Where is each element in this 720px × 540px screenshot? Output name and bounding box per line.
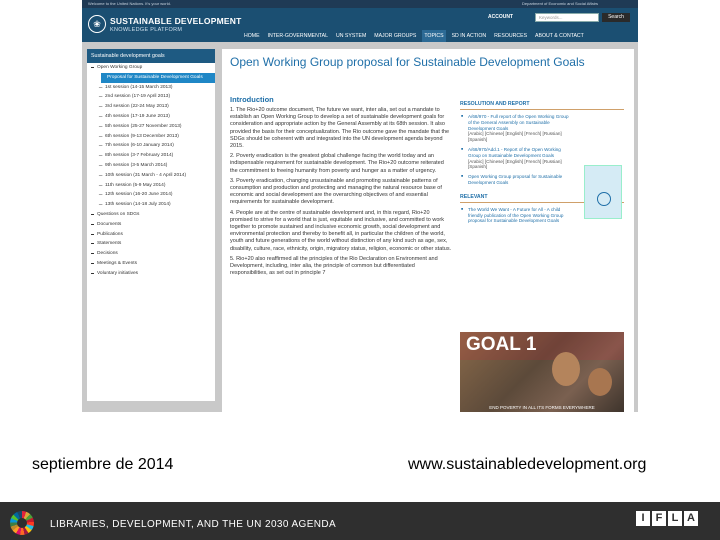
panel-link-text: A/68/970 - Full report of the Open Working Group of the General Assembly on Sustainable Development Goals xyxy=(468,114,569,131)
page-title: Open Working Group proposal for Sustainable Development Goals xyxy=(230,55,585,69)
child-face-2 xyxy=(588,368,612,396)
un-emblem-icon: ❀ xyxy=(88,15,106,33)
sidebar-item[interactable]: _ 12th session (16-20 June 2014) xyxy=(87,190,215,200)
sidebar-item[interactable]: Meetings & Events xyxy=(87,259,215,269)
footer-bar xyxy=(0,502,720,540)
sidebar-item[interactable]: Voluntary initiatives xyxy=(87,269,215,279)
site-logo[interactable] xyxy=(88,15,241,33)
language-links[interactable]: [Arabic] [Chinese] [English] [French] [Russian] [Spanish] xyxy=(468,158,562,170)
sidebar-item[interactable]: Questions on SDGs xyxy=(87,210,215,220)
panel-link[interactable] xyxy=(460,207,572,224)
sidebar-item[interactable]: _ 6th session (9-13 December 2013) xyxy=(87,132,215,142)
logo-subtitle: KNOWLEDGE PLATFORM xyxy=(110,26,183,33)
sidebar-item[interactable]: _ 10th session (31 March - 4 April 2014) xyxy=(87,171,215,181)
panel-link-text: The World We Want - A Future for All - A child friendly publication of the Open Working Group proposal for Sustainable Development Goals xyxy=(468,206,564,224)
nav-item[interactable]: ABOUT & CONTACT xyxy=(535,33,584,39)
sidebar-item[interactable]: Decisions xyxy=(87,249,215,259)
panel-link[interactable] xyxy=(460,174,572,186)
resolution-panel xyxy=(460,101,624,228)
website-screenshot xyxy=(82,0,638,412)
intro-text xyxy=(230,107,452,280)
nav-item[interactable]: TOPICS xyxy=(422,30,445,42)
sidebar-list xyxy=(87,63,215,279)
main-nav xyxy=(242,30,586,42)
nav-item[interactable]: UN SYSTEM xyxy=(336,33,367,39)
intro-paragraph: 1. The Rio+20 outcome document, The future we want, inter alia, set out a mandate to establish an Open Working Group to develop a set of sustainable development goals for consideration and appropriate action by the General Assembly at its 68th session. It also provided the basis for their conceptualization. The Rio outcome gave the mandate that the SDGs should be coherent with and integrated into the UN development agenda beyond 2015. xyxy=(230,107,450,150)
intro-paragraph: 5. Rio+20 also reaffirmed all the principles of the Rio Declaration on Environment and Development, including, inter alia, the principle of common but differentiated responsibilities, as set out in principle 7 xyxy=(230,255,438,277)
sidebar-item[interactable]: _ 13th session (14-18 July 2014) xyxy=(87,200,215,210)
sidebar xyxy=(87,49,215,401)
sdg-wheel-icon xyxy=(10,511,34,535)
nav-item[interactable]: SD IN ACTION xyxy=(451,33,487,39)
ifla-logo xyxy=(636,511,698,526)
panel-link-text: A/68/970/Add.1 - Report of the Open Working Group on Sustainable Development Goals xyxy=(468,146,561,158)
search-button[interactable]: Search xyxy=(602,13,630,22)
child-face-1 xyxy=(552,352,580,386)
panel-link[interactable] xyxy=(460,147,572,170)
top-strip-left: Welcome to the United Nations. It's your world. xyxy=(88,1,171,6)
main-content xyxy=(222,49,634,412)
sidebar-item[interactable]: _ 7th session (6-10 January 2014) xyxy=(87,141,215,151)
sidebar-header[interactable]: Sustainable development goals xyxy=(87,49,215,63)
footer-text: LIBRARIES, DEVELOPMENT, AND THE UN 2030 AGENDA xyxy=(50,519,337,530)
intro-paragraph: 4. People are at the centre of sustainable development and, in this regard, Rio+20 promised to strive for a world that is just, equitable and inclusive, and committed to work together to promote sustained and inclusive economic growth, social development and environmental protection and thereby to benefit all, in particular the children of the world, youth and future generations of the world without distinction of any kind such as age, sex, disability, culture, race, ethnicity, origin, migratory status, religion, economic or other status. xyxy=(230,209,452,252)
nav-item[interactable]: INTER-GOVERNMENTAL xyxy=(267,33,328,39)
site-header xyxy=(82,8,638,42)
panel-link-text: Open Working Group proposal for Sustainable Development Goals xyxy=(468,174,563,185)
goal-caption: END POVERTY IN ALL ITS FORMS EVERYWHERE xyxy=(489,405,595,410)
nav-item[interactable]: RESOURCES xyxy=(494,33,528,39)
sidebar-item[interactable]: _ 3rd session (22-24 May 2013) xyxy=(87,102,215,112)
account-link[interactable]: ACCOUNT xyxy=(488,14,513,20)
resolution-heading: RESOLUTION AND REPORT xyxy=(460,101,624,110)
top-strip-right: Department of Economic and Social Affairs xyxy=(522,1,598,6)
language-links[interactable]: [Arabic] [Chinese] [English] [French] [Russian] [Spanish] xyxy=(468,131,562,143)
sidebar-item[interactable]: _ 9th session (3-5 March 2014) xyxy=(87,161,215,171)
url-caption: www.sustainabledevelopment.org xyxy=(408,456,647,473)
sidebar-item[interactable]: _ 4th session (17-19 June 2013) xyxy=(87,112,215,122)
top-strip xyxy=(82,0,638,8)
goal-1-image[interactable] xyxy=(460,332,624,412)
panel-link[interactable] xyxy=(460,114,572,143)
ifla-letter: A xyxy=(684,511,698,526)
sidebar-item[interactable]: _ 11th session (5-9 May 2014) xyxy=(87,181,215,191)
relevant-heading: RELEVANT xyxy=(460,194,624,203)
sidebar-item[interactable]: _ 1st session (14-15 March 2013) xyxy=(87,83,215,93)
ifla-letter: I xyxy=(636,511,650,526)
sidebar-item[interactable]: _ 5th session (25-27 November 2013) xyxy=(87,122,215,132)
sidebar-item[interactable]: _ 2nd session (17-19 April 2013) xyxy=(87,92,215,102)
search-input[interactable]: Keywords... xyxy=(535,13,599,22)
sidebar-item[interactable]: Open Working Group xyxy=(87,63,215,73)
report-cover-image[interactable] xyxy=(584,165,622,219)
date-caption: septiembre de 2014 xyxy=(32,456,174,473)
sidebar-item[interactable]: Documents xyxy=(87,220,215,230)
sidebar-item[interactable]: _ 8th session (3-7 February 2014) xyxy=(87,151,215,161)
ifla-letter: F xyxy=(652,511,666,526)
sidebar-item[interactable]: Statements xyxy=(87,239,215,249)
intro-heading: Introduction xyxy=(230,95,274,104)
sidebar-item[interactable]: Proposal for Sustainable Development Goals xyxy=(101,73,215,83)
ifla-letter: L xyxy=(668,511,682,526)
nav-item[interactable]: MAJOR GROUPS xyxy=(374,33,417,39)
sidebar-item[interactable]: Publications xyxy=(87,230,215,240)
intro-paragraph: 2. Poverty eradication is the greatest global challenge facing the world today and an indispensable requirement for sustainable development. The Rio+20 outcome reiterated the commitment to freeing humanity from poverty and hunger as a matter of urgency. xyxy=(230,153,444,174)
intro-paragraph: 3. Poverty eradication, changing unsustainable and promoting sustainable patterns of consumption and production and protecting and managing the natural resource base of economic and social development are the overarching objectives of and essential requirements for sustainable development. xyxy=(230,177,442,206)
goal-title: GOAL 1 xyxy=(466,334,537,355)
nav-item[interactable]: HOME xyxy=(244,33,260,39)
logo-title: SUSTAINABLE DEVELOPMENT xyxy=(110,15,242,26)
